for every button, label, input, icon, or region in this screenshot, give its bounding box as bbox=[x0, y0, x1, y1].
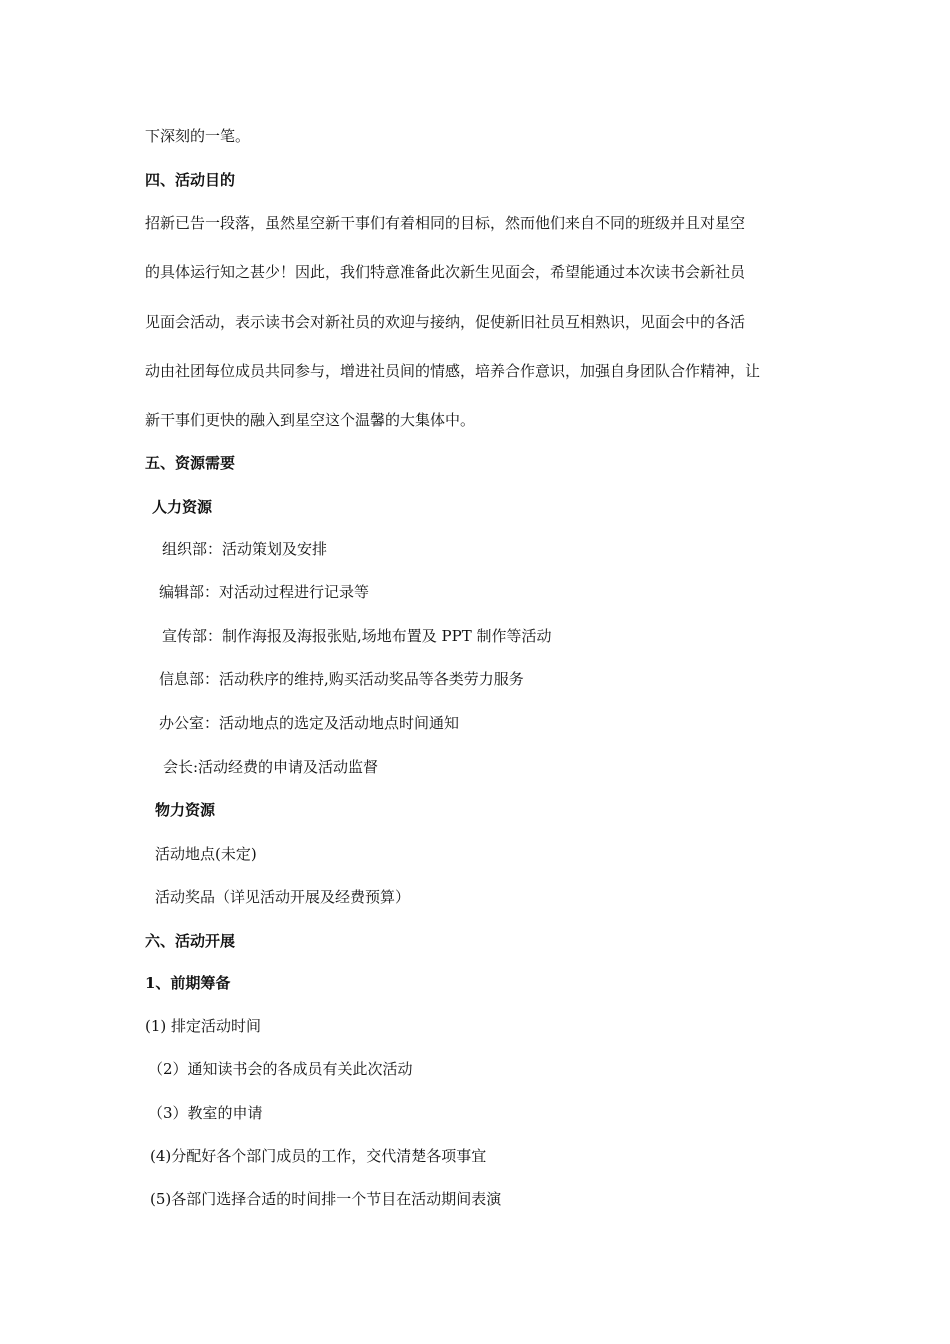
resource-item: 活动奖品（详见活动开展及经费预算） bbox=[155, 888, 411, 906]
resource-item: 活动地点(未定) bbox=[155, 845, 257, 863]
paragraph-line: 招新已告一段落，虽然星空新干事们有着相同的目标，然而他们来自不同的班级并且对星空 bbox=[145, 214, 746, 232]
section-heading-resources: 五、资源需要 bbox=[145, 454, 236, 472]
preparation-step: (5)各部门选择合适的时间排一个节目在活动期间表演 bbox=[150, 1190, 502, 1208]
paragraph-line: 新干事们更快的融入到星空这个温馨的大集体中。 bbox=[145, 411, 476, 429]
paragraph-line: 见面会活动，表示读书会对新社员的欢迎与接纳，促使新旧社员互相熟识，见面会中的各活 bbox=[145, 313, 746, 331]
paragraph-line: 的具体运行知之甚少！因此，我们特意准备此次新生见面会，希望能通过本次读书会新社员 bbox=[145, 263, 746, 281]
resource-item: 办公室：活动地点的选定及活动地点时间通知 bbox=[159, 714, 460, 732]
subsection-title-material-resources: 物力资源 bbox=[155, 801, 216, 819]
resource-item: 组织部：活动策划及安排 bbox=[162, 540, 328, 558]
sub-heading-preparation: 1、前期筹备 bbox=[145, 974, 231, 992]
resource-item: 编辑部：对活动过程进行记录等 bbox=[159, 583, 370, 601]
paragraph-line: 动由社团每位成员共同参与，增进社员间的情感，培养合作意识，加强自身团队合作精神，让 bbox=[145, 362, 761, 380]
resource-item: 会长:活动经费的申请及活动监督 bbox=[163, 758, 379, 776]
section-heading-objective: 四、活动目的 bbox=[145, 171, 236, 189]
preparation-step: (1) 排定活动时间 bbox=[145, 1017, 262, 1035]
section-heading-activity: 六、活动开展 bbox=[145, 932, 236, 950]
resource-item: 信息部：活动秩序的维持,购买活动奖品等各类劳力服务 bbox=[159, 670, 524, 688]
resource-item: 宣传部：制作海报及海报张贴,场地布置及 PPT 制作等活动 bbox=[162, 627, 552, 645]
preparation-step: （2）通知读书会的各成员有关此次活动 bbox=[148, 1060, 413, 1078]
preparation-step: （3）教室的申请 bbox=[148, 1104, 263, 1122]
subsection-title-human-resources: 人力资源 bbox=[152, 498, 213, 516]
preparation-step: (4)分配好各个部门成员的工作，交代清楚各项事宜 bbox=[150, 1147, 487, 1165]
continuation-text: 下深刻的一笔。 bbox=[145, 127, 251, 145]
